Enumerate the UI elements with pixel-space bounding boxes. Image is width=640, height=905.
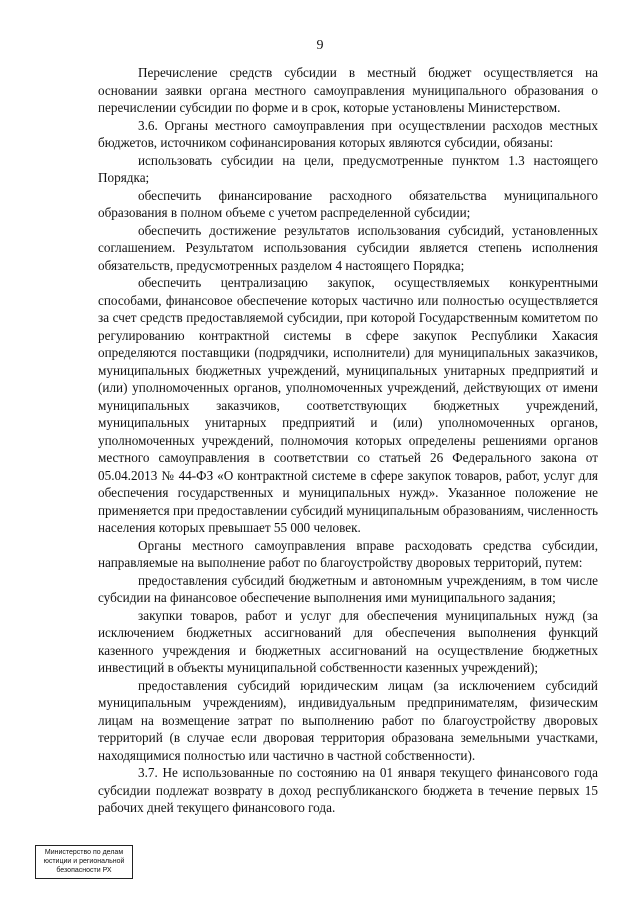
- page-number: 9: [316, 38, 324, 53]
- stamp-line: Министерство по делам: [44, 849, 124, 856]
- paragraph: обеспечить достижение результатов использования субсидий, установленных соглашением. Результатом использования субсидии является степень исполнения обязательств, предусмотренных разделом 4 настоящего Порядка;: [98, 222, 598, 273]
- paragraph: Перечисление средств субсидии в местный бюджет осуществляется на основании заявки органа местного самоуправления муниципального образования о перечислении субсидии по форме и в срок, которые установлены Министерством.: [98, 65, 598, 115]
- stamp-line: юстиции и региональной: [43, 858, 125, 865]
- paragraph: обеспечить централизацию закупок, осуществляемых конкурентными способами, финансовое обеспечение которых частично или полностью осуществляется за счет средств предоставляемой субсидии, при которой Государственным комитетом по регулированию контрактной системы в сфере закупок Республики Хакасия определяются поставщики (подрядчики, исполнители) для муниципальных заказчиков, муниципальных бюджетных учреждений, муниципальных унитарных предприятий и (или) уполномоченных органов, уполномоченных учреждений, действующих от имени муниципальных заказчиков, соответствующих бюджетных учреждений, муниципальных унитарных предприятий и (или) уполномоченных органов, уполномоченных учреждений, полномочия которых определены решениями органов местного самоуправления в соответствии со статьей 26 Федерального закона от 05.04.2013 № 44-ФЗ «О контрактной системе в сфере закупок товаров, работ, услуг для обеспечения государственных и муниципальных нужд». Указанное положение не применяется при предоставлении субсидий муниципальным образованиям, численность населения которых превышает 55 000 человек.: [98, 275, 598, 535]
- registration-stamp: [35, 845, 133, 879]
- document-body: [98, 64, 598, 817]
- stamp-line: безопасности РХ: [56, 867, 112, 874]
- paragraph: 3.6. Органы местного самоуправления при осуществлении расходов местных бюджетов, источником софинансирования которых являются субсидии, обязаны:: [98, 117, 598, 150]
- paragraph: закупки товаров, работ и услуг для обеспечения муниципальных нужд (за исключением бюджетных ассигнований для обеспечения выполнения функций казенного учреждения и бюджетных ассигнований на осуществление бюджетных инвестиций в объекты муниципальной собственности казенных учреждений);: [98, 607, 598, 675]
- paragraph: предоставления субсидий бюджетным и автономным учреждениям, в том числе субсидии на финансовое обеспечение выполнения ими муниципального задания;: [98, 572, 598, 605]
- paragraph: предоставления субсидий юридическим лицам (за исключением субсидий муниципальным учреждениям), индивидуальным предпринимателям, физическим лицам на возмещение затрат по выполнению работ по благоустройству дворовых территорий (в случае если дворовая территория образована земельными участками, находящимися полностью или частично в частной собственности).: [98, 677, 598, 763]
- paragraph: Органы местного самоуправления вправе расходовать средства субсидии, направляемые на выполнение работ по благоустройству дворовых территорий, путем:: [98, 537, 598, 570]
- paragraph: обеспечить финансирование расходного обязательства муниципального образования в полном объеме с учетом распределенной субсидии;: [98, 187, 598, 220]
- paragraph: использовать субсидии на цели, предусмотренные пунктом 1.3 настоящего Порядка;: [98, 152, 598, 185]
- paragraph: 3.7. Не использованные по состоянию на 01 января текущего финансового года субсидии подлежат возврату в доход республиканского бюджета в течение первых 15 рабочих дней текущего финансового года.: [98, 765, 598, 815]
